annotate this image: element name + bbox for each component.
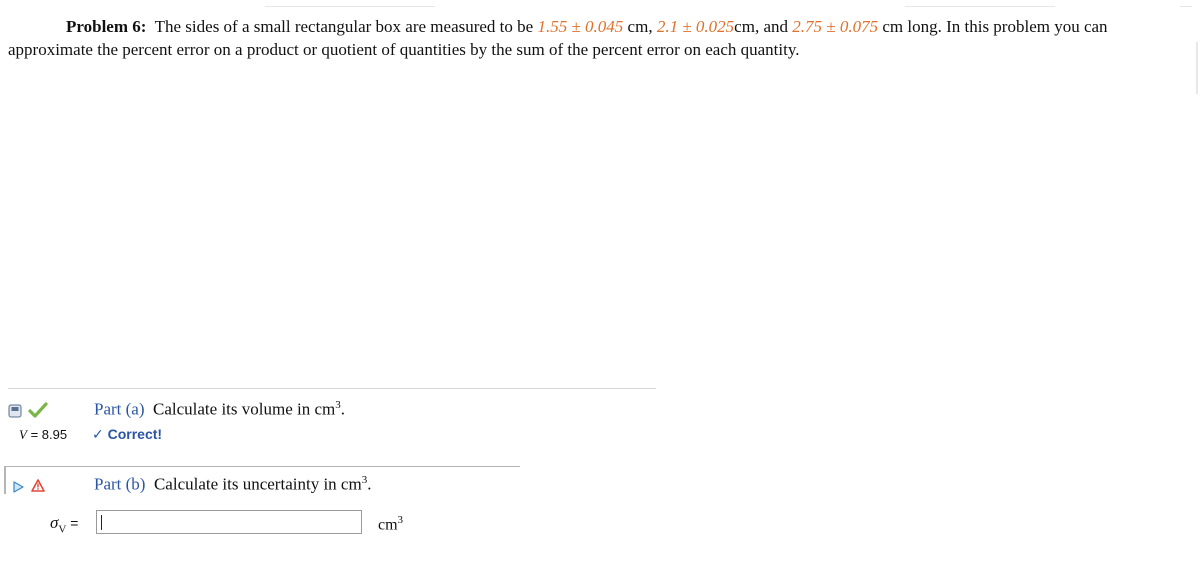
uncertainty-unit: [378, 514, 403, 534]
part-b-name: Part (b): [94, 474, 146, 494]
side-1-value: 1.55 ± 0.045: [537, 17, 624, 36]
save-icon[interactable]: [8, 404, 22, 423]
play-icon[interactable]: [12, 480, 24, 498]
part-b-prompt: [94, 474, 371, 495]
unit-text: cm: [378, 516, 398, 534]
scrollbar[interactable]: [1196, 42, 1198, 94]
part-a-answer: [19, 427, 67, 443]
side-2-value: 2.1 ± 0.025: [656, 17, 735, 36]
part-a-answer-value: = 8.95: [26, 427, 68, 442]
part-b-separator: [4, 466, 520, 467]
side-2-unit: cm, and: [734, 17, 788, 36]
warning-icon: [31, 479, 45, 497]
uncertainty-input[interactable]: [96, 510, 362, 534]
side-3-unit: cm long. In this problem you: [882, 17, 1080, 36]
part-a-prompt: [94, 399, 345, 420]
sigma-symbol: σ: [50, 513, 59, 532]
sigma-equals: =: [66, 515, 79, 531]
part-a-name: Part (a): [94, 399, 145, 419]
part-a-prompt-end: .: [340, 399, 346, 419]
sigma-v-label: [50, 513, 78, 535]
part-b-prompt-text: Calculate its uncertainty in cm: [153, 474, 362, 494]
problem-text-1: The sides of a small rectangular box are measured to be: [154, 17, 534, 36]
part-b-marker: [4, 466, 6, 494]
text-caret: [101, 515, 102, 530]
side-1-unit: cm,: [627, 17, 653, 36]
part-a-separator: [8, 388, 656, 389]
checkmark-icon: [28, 402, 48, 423]
side-3-value: 2.75 ± 0.075: [792, 17, 879, 36]
part-b-prompt-sup: 3: [361, 474, 368, 486]
correct-status: ✓ Correct!: [92, 426, 163, 442]
part-a-prompt-text: Calculate its volume in cm: [153, 399, 336, 419]
problem-statement: [8, 15, 1188, 61]
problem-text-2: can approximate the percent error on a product or quotient of quantities by the sum of the percent error on each quantity.: [8, 17, 1108, 59]
part-b-prompt-end: .: [367, 474, 372, 494]
unit-sup: 3: [397, 514, 404, 526]
part-a-answer-var: V: [19, 427, 27, 442]
problem-number: Problem 6:: [66, 17, 147, 36]
part-a-prompt-sup: 3: [335, 399, 341, 411]
sigma-subscript: V: [58, 523, 67, 536]
